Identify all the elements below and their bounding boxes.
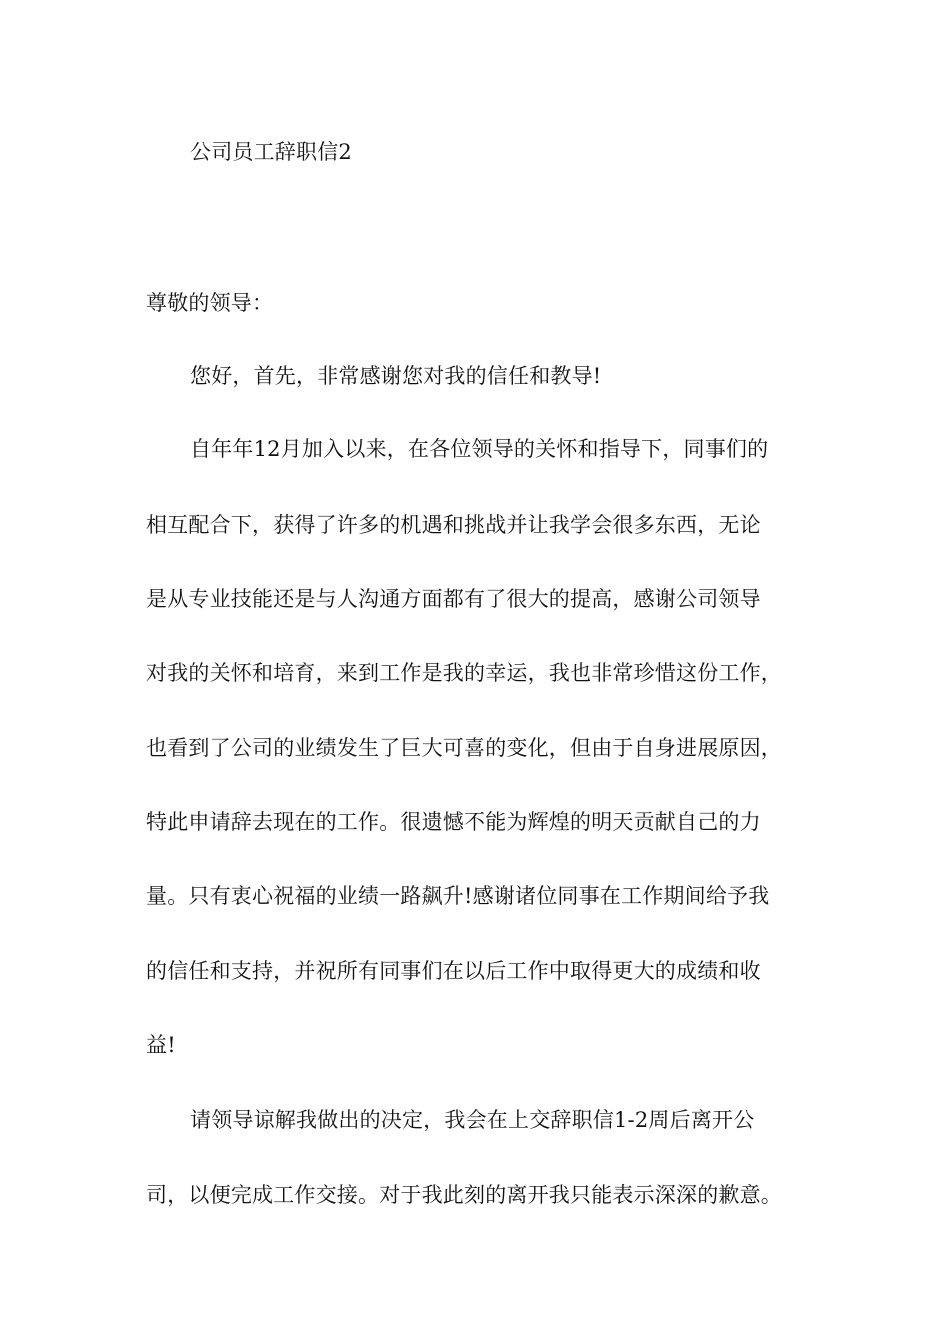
salutation: 尊敬的领导： <box>146 291 274 315</box>
body-line: 益! <box>146 1033 176 1057</box>
body-line: 量。只有衷心祝福的业绩一路飙升!感谢诸位同事在工作期间给予我 <box>146 884 770 908</box>
document-title: 公司员工辞职信2 <box>190 140 352 164</box>
body-line: 也看到了公司的业绩发生了巨大可喜的变化，但由于自身进展原因， <box>146 736 782 760</box>
body-line: 司，以便完成工作交接。对于我此刻的离开我只能表示深深的歉意。 <box>146 1183 782 1207</box>
body-line: 自年年12月加入以来，在各位领导的关怀和指导下，同事们的 <box>190 437 769 461</box>
body-line: 对我的关怀和培育，来到工作是我的幸运，我也非常珍惜这份工作， <box>146 661 782 685</box>
body-line: 您好，首先，非常感谢您对我的信任和教导! <box>190 364 602 388</box>
body-line: 请领导谅解我做出的决定，我会在上交辞职信1-2周后离开公 <box>190 1108 755 1132</box>
body-line: 相互配合下，获得了许多的机遇和挑战并让我学会很多东西，无论 <box>146 513 761 537</box>
body-line: 特此申请辞去现在的工作。很遗憾不能为辉煌的明天贡献自己的力 <box>146 810 761 834</box>
body-line: 是从专业技能还是与人沟通方面都有了很大的提高，感谢公司领导 <box>146 587 761 611</box>
body-line: 的信任和支持，并祝所有同事们在以后工作中取得更大的成绩和收 <box>146 959 761 983</box>
